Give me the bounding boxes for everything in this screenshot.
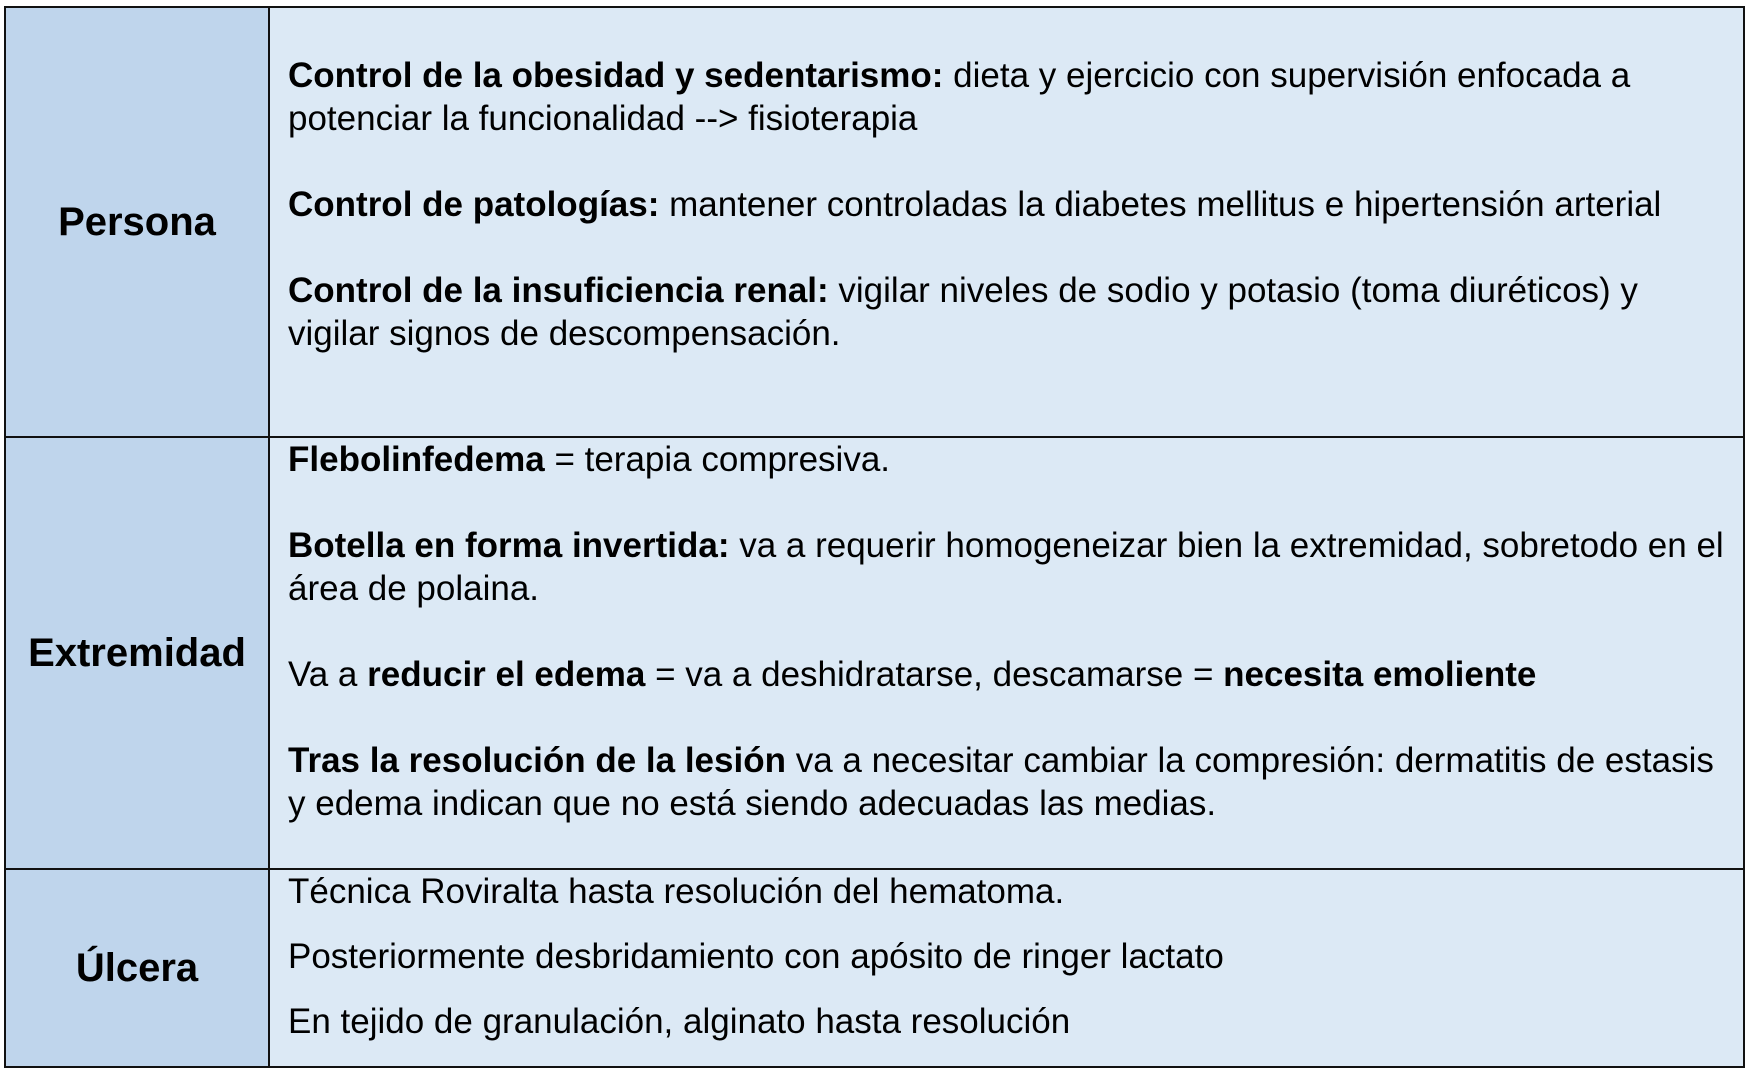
item-bold-text: Tras la resolución de la lesión bbox=[288, 741, 786, 780]
item-text: Va a bbox=[288, 655, 368, 694]
row-label-ulcera: Úlcera bbox=[5, 869, 269, 1067]
item-text: va a requerir homogeneizar bien la extremidad, sobretodo en el área de polaina. bbox=[288, 526, 1724, 608]
list-item: En tejido de granulación, alginato hasta resolución bbox=[288, 1002, 1071, 1041]
item-bold-text: necesita emoliente bbox=[1223, 655, 1537, 694]
list-item: Técnica Roviralta hasta resolución del hematoma. bbox=[288, 872, 1065, 911]
list-item bbox=[288, 438, 1731, 481]
list-item bbox=[288, 739, 1731, 825]
item-text: va a necesitar cambiar la compresión: dermatitis de estasis y edema indican que no está siendo adecuadas las medias. bbox=[288, 741, 1714, 823]
care-plan-table bbox=[4, 6, 1745, 1068]
item-bold-text: Control de la insuficiencia renal: bbox=[288, 271, 829, 310]
row-content-extremidad bbox=[269, 437, 1744, 869]
item-text: = terapia compresiva. bbox=[544, 440, 891, 479]
item-bold-text: Flebolinfedema bbox=[288, 440, 545, 479]
item-bold-text: reducir el edema bbox=[367, 655, 646, 694]
list-item bbox=[288, 653, 1731, 696]
item-text: = va a deshidratarse, descamarse = bbox=[645, 655, 1224, 694]
list-item bbox=[288, 54, 1731, 140]
item-text: mantener controladas la diabetes mellitus e hipertensión arterial bbox=[659, 185, 1662, 224]
list-item bbox=[288, 183, 1731, 226]
item-bold-text: Botella en forma invertida: bbox=[288, 526, 730, 565]
item-text: vigilar niveles de sodio y potasio (toma diuréticos) y vigilar signos de descompensación. bbox=[288, 271, 1638, 353]
row-label-persona: Persona bbox=[5, 7, 269, 437]
item-text: dieta y ejercicio con supervisión enfocada a potenciar la funcionalidad --> fisioterapia bbox=[288, 56, 1631, 138]
item-bold-text: Control de patologías: bbox=[288, 185, 660, 224]
list-item bbox=[288, 269, 1731, 355]
list-item bbox=[288, 524, 1731, 610]
row-content-persona bbox=[269, 7, 1744, 437]
table-row-ulcera bbox=[5, 869, 1744, 1067]
list-item: Posteriormente desbridamiento con apósito de ringer lactato bbox=[288, 937, 1224, 976]
table-row-extremidad bbox=[5, 437, 1744, 869]
row-content-ulcera bbox=[269, 869, 1744, 1067]
item-bold-text: Control de la obesidad y sedentarismo: bbox=[288, 56, 944, 95]
row-label-extremidad: Extremidad bbox=[5, 437, 269, 869]
table-row-persona bbox=[5, 7, 1744, 437]
